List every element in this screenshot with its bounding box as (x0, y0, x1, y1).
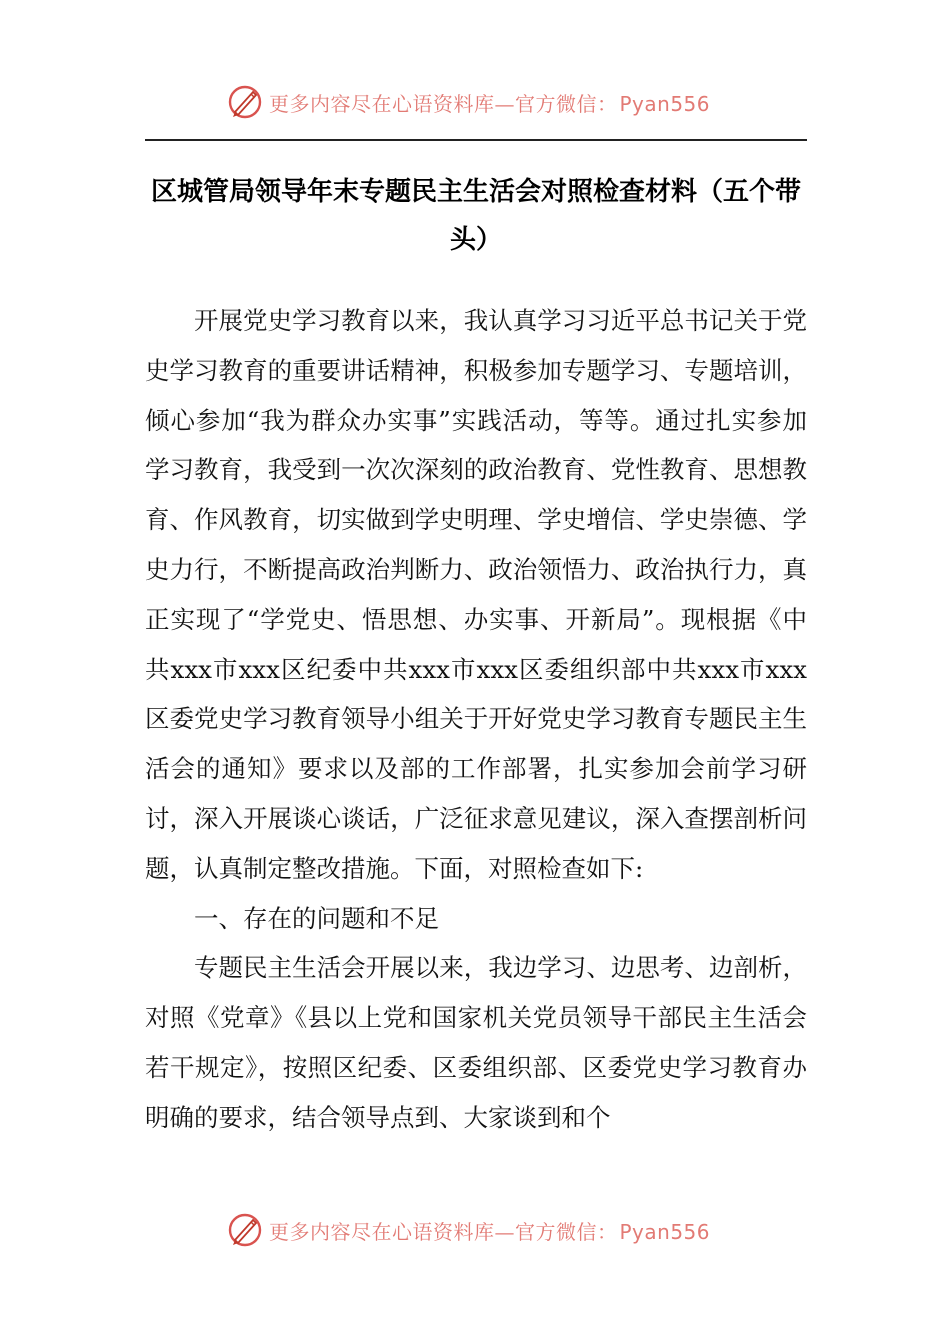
section-heading: 一、存在的问题和不足 (194, 903, 439, 933)
header-divider (145, 139, 807, 141)
footer-banner (227, 1210, 727, 1250)
header-banner (227, 82, 727, 122)
wechat-id: Pyan556 (619, 1219, 711, 1244)
pen-logo-icon (227, 84, 263, 120)
intro-paragraph: 开展党史学习教育以来，我认真学习习近平总书记关于党史学习教育的重要讲话精神，积极参加专题学习、专题培训，倾心参加“我为群众办实事”实践活动，等等。通过扎实参加学习教育，我受到一次次深刻的政治教育、党性教育、思想教育、作风教育，切实做到学史明理、学史增信、学史崇德、学史力行，不断提高政治判断力、政治领悟力、政治执行力，真正实现了“学党史、悟思想、办实事、开新局”。现根据《中共xxx市xxx区纪委中共xxx市xxx区委组织部中共xxx市xxx区委党史学习教育领导小组关于开好党史学习教育专题民主生活会的通知》要求以及部的工作部署，扎实参加会前学习研讨，深入开展谈心谈话，广泛征求意见建议，深入查摆剖析问题，认真制定整改措施。下面，对照检查如下: (145, 306, 807, 883)
document-title: 区城管局领导年末专题民主生活会对照检查材料（五个带头） (150, 177, 801, 255)
document-body (145, 296, 807, 1143)
wechat-id: Pyan556 (619, 91, 711, 116)
section-paragraph: 专题民主生活会开展以来，我边学习、边思考、边剖析，对照《党章》《县以上党和国家机关党员领导干部民主生活会若干规定》，按照区纪委、区委组织部、区委党史学习教育办明确的要求，结合领导点到、大家谈到和个 (145, 953, 807, 1132)
pen-logo-icon (227, 1212, 263, 1248)
banner-text: 更多内容尽在心语资料库—官方微信： Pyan556 (269, 1219, 711, 1244)
banner-text: 更多内容尽在心语资料库—官方微信： Pyan556 (269, 91, 711, 116)
